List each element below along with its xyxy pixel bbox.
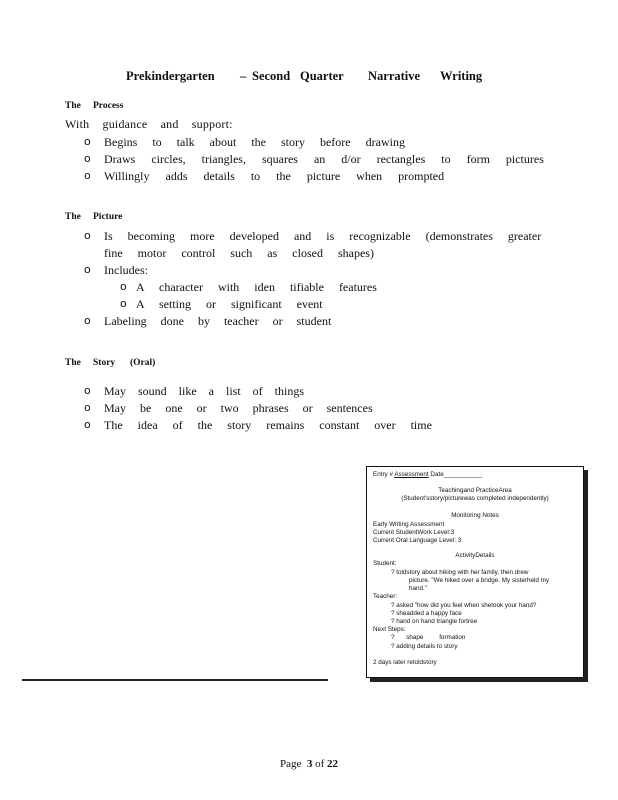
area-title: Teachingand PracticeArea	[438, 487, 512, 494]
title-dash: –	[240, 69, 247, 83]
monitoring-line: Early Writing Assessment	[373, 521, 445, 528]
list-item: o Begins to talk about the story before drawing	[84, 135, 405, 149]
circle-bullet-icon: o	[84, 152, 91, 165]
of-word: of	[315, 758, 325, 770]
title-narrative: Narrative	[368, 69, 421, 83]
list-item: o A setting or significant event	[120, 297, 323, 311]
teacher-label: Teacher:	[373, 593, 398, 600]
divider	[22, 679, 328, 681]
circle-bullet-icon: o	[84, 418, 91, 431]
title-second: Second	[252, 69, 291, 83]
title-writing: Writing	[440, 69, 483, 83]
circle-bullet-icon: o	[84, 229, 91, 242]
story-heading: The Story (Oral)	[65, 358, 156, 368]
page-footer	[0, 758, 618, 770]
square-bullet-icon: o	[120, 280, 127, 293]
list-item: o Draws circles, triangles, squares an d/or rectangles to form pictures	[84, 152, 544, 166]
list-item: o A character with iden tifiable features	[120, 280, 377, 294]
page-total: 22	[327, 758, 339, 770]
circle-bullet-icon: o	[84, 401, 91, 414]
circle-bullet-icon: o	[84, 263, 91, 276]
list-item: o Willingly adds details to the picture when prompted	[84, 169, 445, 183]
circle-bullet-icon: o	[84, 314, 91, 327]
monitoring-line: Current Oral Language Level: 3	[373, 537, 462, 544]
retold-note: 2 days later retoldstory	[373, 659, 437, 666]
list-item: o Is becoming more developed and is recognizable (demonstrates greater fine motor control such as closed shapes)	[84, 229, 542, 260]
monitoring-line: Current StudentWork Level:3	[373, 529, 455, 536]
square-bullet-icon: o	[120, 297, 127, 310]
student-label: Student:	[373, 560, 397, 567]
circle-bullet-icon: o	[84, 384, 91, 397]
picture-heading: The Picture	[65, 212, 123, 222]
list-item: o May sound like a list of things	[84, 384, 304, 398]
area-note: (Student'sstory/picturewas completed independently)	[401, 495, 549, 502]
page-title	[0, 69, 618, 85]
teacher-note: ? hand on hand triangle fortree	[391, 618, 478, 625]
page-current: 3	[306, 758, 313, 770]
process-heading: The Process	[65, 101, 124, 111]
next-steps-label: Next Steps:	[373, 626, 406, 633]
title-prekindergarten: Prekindergarten	[126, 69, 215, 83]
monitoring-title: Monitoring Notes	[451, 512, 499, 519]
list-item: o Includes:	[84, 263, 148, 277]
student-note: hand."	[409, 585, 427, 592]
next-step-note: ? shape formation	[391, 634, 466, 641]
teacher-note: ? asked "how did you feel when shetook your hand?	[391, 602, 537, 609]
circle-bullet-icon: o	[84, 169, 91, 182]
list-item: o Labeling done by teacher or student	[84, 314, 332, 328]
next-step-note: ? adding details to story	[391, 643, 458, 650]
circle-bullet-icon: o	[84, 135, 91, 148]
teacher-note: ? sheadded a happy face	[391, 610, 462, 617]
page-word: Page	[279, 758, 302, 770]
list-item: o May be one or two phrases or sentences	[84, 401, 373, 415]
entry-line: Entry # Assessment Date___________	[373, 471, 483, 478]
activity-title: ActivityDetails	[455, 552, 495, 559]
title-quarter: Quarter	[300, 69, 344, 83]
student-note: ? toldstory about hiking with her family, then drew	[391, 569, 529, 576]
list-item: o The idea of the story remains constant over time	[84, 418, 432, 432]
process-intro: With guidance and support:	[65, 117, 233, 131]
assessment-box	[366, 466, 584, 678]
student-note: picture. "We hiked over a bridge. My sisterheld my	[409, 577, 550, 584]
